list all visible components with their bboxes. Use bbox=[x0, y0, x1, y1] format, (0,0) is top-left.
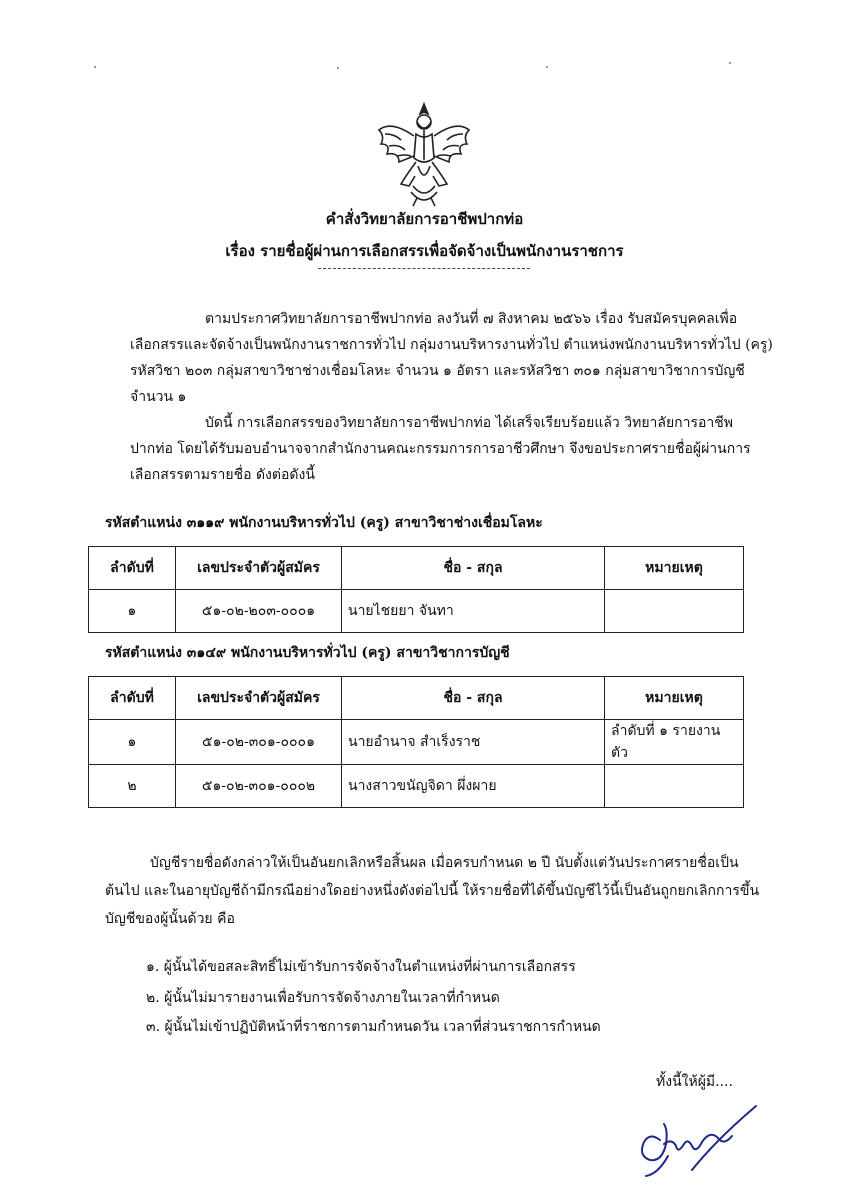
para1-line: ตามประกาศวิทยาลัยการอาชีพปากท่อ ลงวันที่ ๗ สิงหาคม ๒๕๖๖ เรื่อง รับสมัครบุคคลเพื่อ bbox=[205, 311, 738, 327]
order-title: คำสั่งวิทยาลัยการอาชีพปากท่อ bbox=[325, 210, 524, 228]
column-header: ลำดับที่ bbox=[89, 677, 176, 720]
order-subject: เรื่อง รายชื่อผู้ผ่านการเลือกสรรเพื่อจัดจ้างเป็นพนักงานราชการ bbox=[225, 242, 624, 260]
garuda-emblem bbox=[371, 100, 477, 212]
para1-line: รหัสวิชา ๒๐๓ กลุ่มสาขาวิชาช่างเชื่อมโลหะ จำนวน ๑ อัตรา และรหัสวิชา ๓๐๑ กลุ่มสาขาวิชาการบัญชี bbox=[130, 363, 745, 379]
candidate-table bbox=[88, 676, 744, 808]
row-number: ๑ bbox=[89, 720, 176, 765]
table-header-row bbox=[89, 677, 744, 720]
row-number: ๑ bbox=[89, 590, 176, 633]
column-header: เลขประจำตัวผู้สมัคร bbox=[176, 547, 342, 590]
applicant-name: นายอำนาจ สำเร็งราช bbox=[342, 720, 605, 765]
para1-line: จำนวน ๑ bbox=[130, 389, 187, 405]
applicant-id: ๕๑-๐๒-๓๐๑-๐๐๐๒ bbox=[176, 765, 342, 808]
applicant-name: นางสาวขนัญจิดา ผึ่งผาย bbox=[342, 765, 605, 808]
candidate-table bbox=[88, 546, 744, 633]
handwritten-signature bbox=[628, 1100, 758, 1180]
para2-line: บัดนี้ การเลือกสรรของวิทยาลัยการอาชีพปากท่อ ได้เสร็จเรียบร้อยแล้ว วิทยาลัยการอาชีพ bbox=[205, 415, 734, 431]
condition-item: ๓. ผู้นั้นไม่เข้าปฏิบัติหน้าที่ราชการตามกำหนดวัน เวลาที่ส่วนราชการกำหนด bbox=[146, 1019, 601, 1035]
column-header: ชื่อ - สกุล bbox=[342, 547, 605, 590]
column-header: หมายเหตุ bbox=[605, 677, 744, 720]
para1-line: เลือกสรรและจัดจ้างเป็นพนักงานราชการทั่วไป กลุ่มงานบริหารงานทั่วไป ตำแหน่งพนักงานบริหารทั่วไป (ครู) bbox=[130, 337, 773, 353]
column-header: ชื่อ - สกุล bbox=[342, 677, 605, 720]
condition-item: ๒. ผู้นั้นไม่มารายงานเพื่อรับการจัดจ้างภายในเวลาที่กำหนด bbox=[146, 990, 500, 1006]
row-note bbox=[605, 590, 744, 633]
para2-line: เลือกสรรตามรายชื่อ ดังต่อดังนี้ bbox=[130, 467, 315, 483]
column-header: ลำดับที่ bbox=[89, 547, 176, 590]
scan-speck bbox=[729, 62, 731, 64]
scan-speck bbox=[337, 67, 339, 69]
column-header: เลขประจำตัวผู้สมัคร bbox=[176, 677, 342, 720]
section-heading: รหัสตำแหน่ง ๓๑๔๙ พนักงานบริหารทั่วไป (ครู) สาขาวิชาการบัญชี bbox=[105, 645, 510, 661]
validity-line: ต้นไป และในอายุบัญชีถ้ามีกรณีอย่างใดอย่างหนึ่งดังต่อไปนี้ ให้รายชื่อที่ได้ขึ้นบัญชีไว้นี้เป็นอันถูกยกเลิกการขึ้น bbox=[105, 883, 760, 899]
scan-speck bbox=[546, 66, 548, 68]
row-note: ลำดับที่ ๑ รายงานตัว bbox=[605, 720, 744, 765]
applicant-id: ๕๑-๐๒-๓๐๑-๐๐๐๑ bbox=[176, 720, 342, 765]
applicant-name: นายไชยยา จันทา bbox=[342, 590, 605, 633]
table-row bbox=[89, 720, 744, 765]
continuation-text: ทั้งนี้ให้ผู้มี.... bbox=[656, 1074, 733, 1090]
title-divider bbox=[318, 268, 530, 269]
para2-line: ปากท่อ โดยได้รับมอบอำนาจจากสำนักงานคณะกรรมการการอาชีวศึกษา จึงขอประกาศรายชื่อผู้ผ่านการ bbox=[130, 441, 751, 457]
condition-item: ๑. ผู้นั้นได้ขอสละสิทธิ์ไม่เข้ารับการจัดจ้างในตำแหน่งที่ผ่านการเลือกสรร bbox=[146, 959, 576, 975]
table-row bbox=[89, 590, 744, 633]
validity-line: บัญชีของผู้นั้นด้วย คือ bbox=[105, 911, 235, 927]
section-heading: รหัสตำแหน่ง ๓๑๑๙ พนักงานบริหารทั่วไป (ครู) สาขาวิชาช่างเชื่อมโลหะ bbox=[105, 515, 543, 531]
table-header-row bbox=[89, 547, 744, 590]
scan-speck bbox=[94, 66, 96, 68]
column-header: หมายเหตุ bbox=[605, 547, 744, 590]
applicant-id: ๕๑-๐๒-๒๐๓-๐๐๐๑ bbox=[176, 590, 342, 633]
row-number: ๒ bbox=[89, 765, 176, 808]
row-note bbox=[605, 765, 744, 808]
validity-line: บัญชีรายชื่อดังกล่าวให้เป็นอันยกเลิกหรือสิ้นผล เมื่อครบกำหนด ๒ ปี นับตั้งแต่วันประกาศรายชื่อเป็น bbox=[150, 855, 739, 871]
table-row bbox=[89, 765, 744, 808]
